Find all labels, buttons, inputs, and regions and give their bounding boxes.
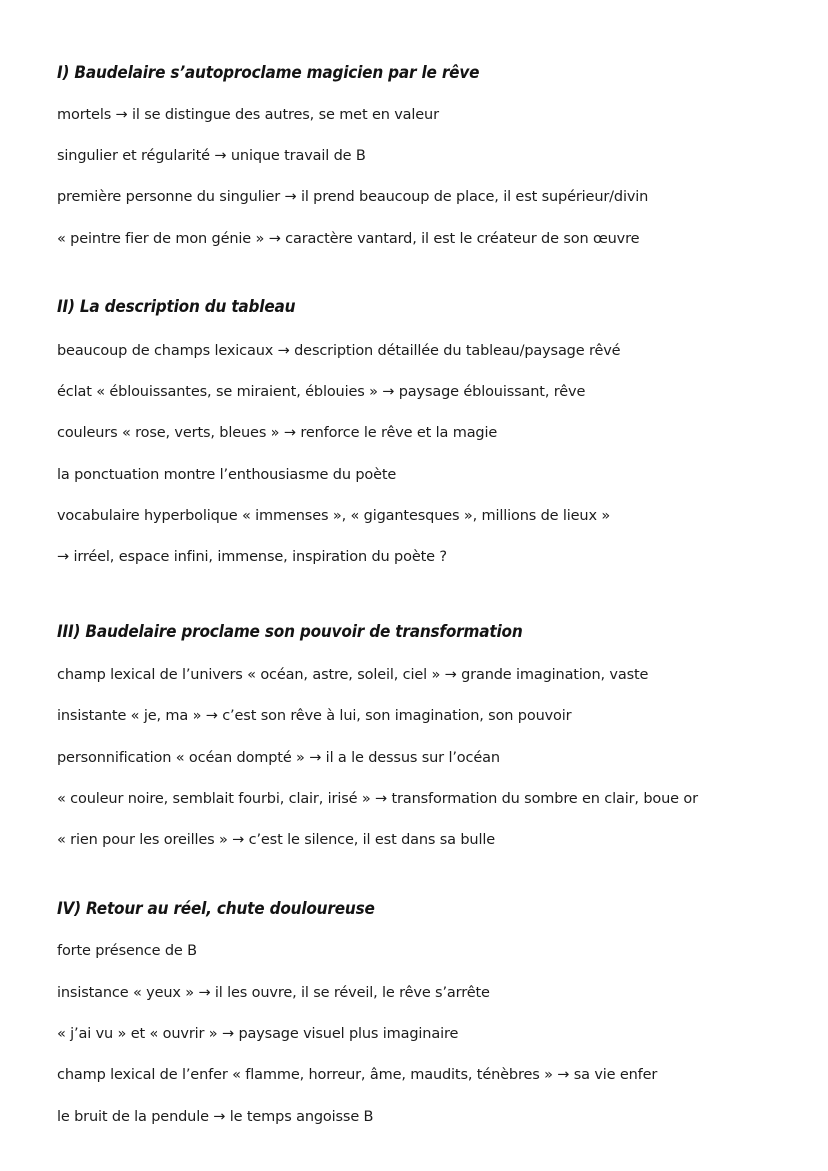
section-2-line-1: beaucoup de champs lexicaux → description détaillée du tableau/paysage rêvé [57, 343, 621, 359]
section-heading-1: I) Baudelaire s’autoproclame magicien par le rêve [57, 63, 480, 83]
section-3-line-4: « couleur noire, semblait fourbi, clair, irisé » → transformation du sombre en clair, boue or [57, 791, 698, 807]
section-4-line-3: « j’ai vu » et « ouvrir » → paysage visuel plus imaginaire [57, 1026, 459, 1042]
section-3-line-1: champ lexical de l’univers « océan, astre, soleil, ciel » → grande imagination, vaste [57, 667, 649, 683]
section-2-line-4: la ponctuation montre l’enthousiasme du poète [57, 467, 397, 483]
section-2-line-2: éclat « éblouissantes, se miraient, éblouies » → paysage éblouissant, rêve [57, 384, 586, 400]
section-3-line-3: personnification « océan dompté » → il a le dessus sur l’océan [57, 750, 500, 766]
section-3-line-5: « rien pour les oreilles » → c’est le silence, il est dans sa bulle [57, 832, 495, 848]
section-2-line-3: couleurs « rose, verts, bleues » → renforce le rêve et la magie [57, 425, 498, 441]
section-heading-3: III) Baudelaire proclame son pouvoir de transformation [57, 622, 523, 642]
section-2-line-6: → irréel, espace infini, immense, inspiration du poète ? [57, 549, 447, 565]
section-4-line-5: le bruit de la pendule → le temps angoisse B [57, 1109, 374, 1125]
section-heading-4: IV) Retour au réel, chute douloureuse [57, 899, 375, 919]
section-1-line-2: singulier et régularité → unique travail de B [57, 148, 366, 164]
section-4-line-4: champ lexical de l’enfer « flamme, horreur, âme, maudits, ténèbres » → sa vie enfer [57, 1067, 658, 1083]
section-1-line-4: « peintre fier de mon génie » → caractère vantard, il est le créateur de son œuvre [57, 231, 640, 247]
section-4-line-1: forte présence de B [57, 943, 197, 959]
section-3-line-2: insistante « je, ma » → c’est son rêve à lui, son imagination, son pouvoir [57, 708, 572, 724]
section-heading-2: II) La description du tableau [57, 297, 296, 317]
section-1-line-1: mortels → il se distingue des autres, se met en valeur [57, 107, 439, 123]
section-1-line-3: première personne du singulier → il prend beaucoup de place, il est supérieur/divin [57, 189, 649, 205]
section-2-line-5: vocabulaire hyperbolique « immenses », « gigantesques », millions de lieux » [57, 508, 611, 524]
section-4-line-2: insistance « yeux » → il les ouvre, il se réveil, le rêve s’arrête [57, 985, 490, 1001]
